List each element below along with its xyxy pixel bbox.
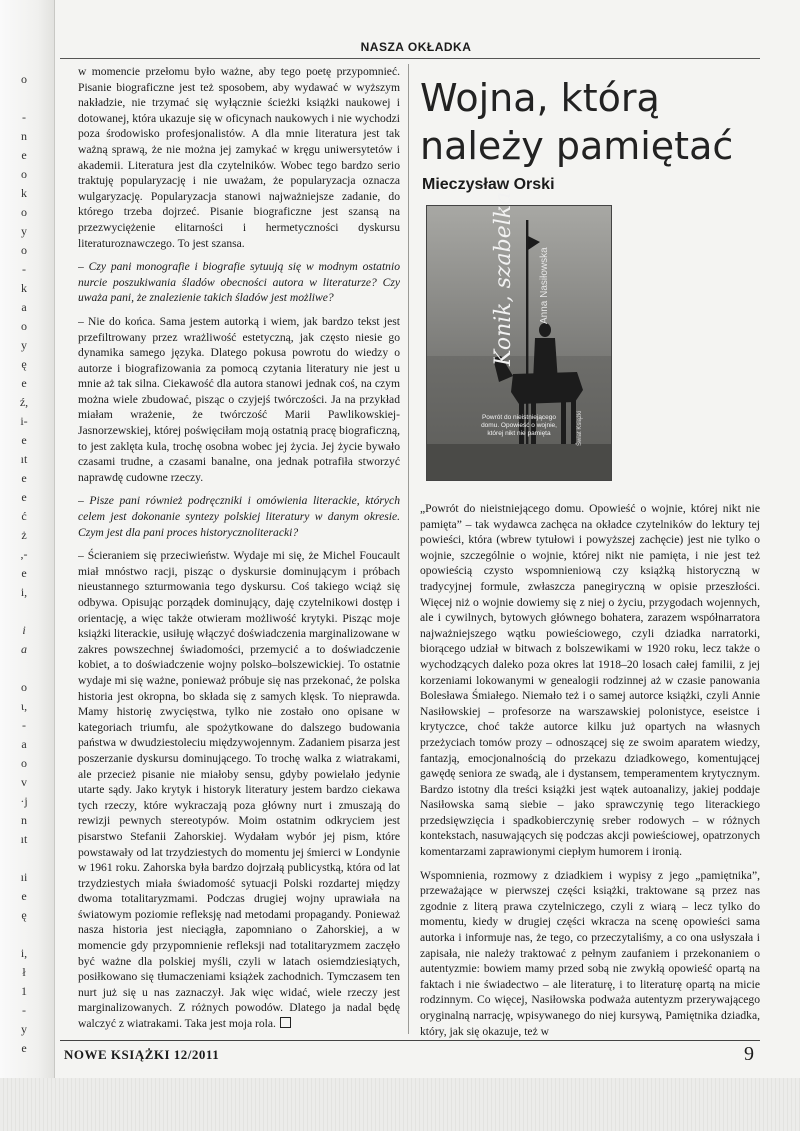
margin-fragment: [4, 925, 44, 944]
margin-fragment: ι,: [20, 699, 28, 713]
margin-fragment: [4, 659, 44, 678]
cover-blurb: Powrót do nieistniejącego domu. Opowieść o wojnie, której nikt nie pamięta: [481, 414, 557, 437]
scan-border: [0, 1078, 800, 1131]
interview-column: [78, 64, 400, 1044]
margin-fragment: e: [21, 490, 27, 504]
cover-author: Anna Nasiłowska: [539, 247, 550, 324]
margin-fragment: ıi: [20, 870, 28, 884]
margin-fragment: e: [21, 376, 27, 390]
interview-question: – Pisze pani również podręczniki i omówienia literackie, których celem jest dokonanie syntezy polskiej literatury w danym okresie. Czym jest dla pani proces historycznoliteracki?: [78, 494, 400, 539]
margin-fragment: k: [21, 281, 27, 295]
paragraph: w momencie przełomu było ważne, aby tego poetę przypomnieć. Pisanie biograficzne jest też sposobem, aby wydawać w wyższym nakładzie, nie trzymać się wyłącznie ścieżki książki naukowej i dotowanej, która ukazuje się w oficynach naukowych i nie wychodzi poza środowisko profesjonalistów. A dla mnie literatura jest tak ważną sprawą, że nie można jej zamykać w kręgu uniwersytetów i akademii. Literatura jest dla czytelników. Wobec tego bardzo serio traktuję popularyzację i nie uważam, że popularyzacja oznacza wulgaryzację. Popularyzacja stanowi najważniejsze zadanie, do którego trzeba dojrzeć. Pisanie biograficzne jest szansą na przezwyciężenie elitarności i hermetyczności dyskursu literaturoznawczego. To jest szansa.: [78, 65, 400, 250]
margin-fragment: o: [21, 243, 27, 257]
margin-fragment: y: [21, 224, 27, 238]
book-cover-image: [426, 191, 612, 481]
interview-question: – Czy pani monografie i biografie sytuują się w modnym ostatnio nurcie poszukiwania śladów obecności autora w literaturze? Czy uważa pani, że znalezienie takich śladów jest możliwe?: [78, 260, 400, 305]
margin-fragment: e: [21, 1041, 27, 1055]
cover-horseman-illustration: [427, 206, 611, 480]
paragraph: – Ścieraniem się przeciwieństw. Wydaje mi się, że Michel Foucault miał mnóstwo racji, pisząc o dyskursie dominującym i próbach nieustannego szturmowania tego dyskursu. Coś takiego wciąż się odbywa. Opisując porządek dominujący, daję czytelnikowi dostęp i orientację, a więc także otwieram możliwość krytyki. Pisząc moje książki literackie, usiłuję włączyć doświadczenia marginalizowane w zakres powszechnej świadomości, przemycić a to doświadczenie kobiet, a to doświadczenie wojny polsko–bolszewickiej. To ostatnie wydaje mi się ważne, ponieważ próbuje się nas przekonać, że polska historia jest okropna, bo składa się z samych klęsk. To nieprawda. Mamy historię zwycięstwa, tylko nie zostało ono opisane w kategoriach triumfu, ale spożytkowane do dalszego budowania państwa w dwudziestoleciu międzywojennym. Zadaniem pisarza jest poszerzanie dyskursu dominującego. To trochę walka z wiatrakami, ale przecież pisanie nie miałoby sensu, gdyby powielało jedynie utarte sądy. Jako krytyk i historyk literatury jestem bardzo ciekawa tych rzeczy, które wykraczają poza główny nurt i zmuszają do rewizji pewnych stereotypów. Moim ostatnim odkryciem jest pisarstwo Stefanii Zahorskiej. Wydałam wybór jej pism, które powstawały od lat trzydziestych do momentu jej śmierci w Londynie w 1961 roku. Zahorska była bardzo dojrzałą publicystką, która od lat trzydziestych miała świadomość sytuacji Polski rozdartej między dwoma totalitaryzmami. Podczas drugiej wojny uprawiała na światowym poziomie refleksję nad metodami propagandy. Ponieważ nasza historia jest nieciągła, zapomniano o Zahorskiej, a w momencie gdy przypomnienie refleksji nad totalitaryzmem zaczęło być ważne dla polskiej myśli, czyli w latach osiemdziesiątych, posiłkowano się tłumaczeniami książek zachodnich. Tymczasem ten nurt już się u nas zaznaczył. Jak więc widać, wiele rzeczy jest marginalizowanych. Z różnych powodów. Dlatego ja nadal będę walczyć z wiatrakami. Taka jest moja rola.: [78, 549, 400, 1031]
margin-fragment: o: [21, 205, 27, 219]
horse-leg: [561, 400, 566, 446]
margin-fragment: k: [21, 186, 27, 200]
margin-fragment: ź,: [19, 395, 29, 409]
margin-fragment: -: [22, 718, 26, 732]
margin-fragment: y: [21, 338, 27, 352]
margin-fragment: o: [21, 680, 27, 694]
margin-fragment: v: [21, 775, 27, 789]
margin-fragment: ıt: [20, 832, 28, 846]
ground: [427, 444, 611, 480]
margin-fragment: a: [21, 300, 27, 314]
margin-fragment: ł: [22, 965, 26, 979]
margin-fragment: e: [21, 433, 27, 447]
margin-fragment: o: [21, 167, 27, 181]
page-number: 9: [744, 1043, 754, 1065]
margin-fragment: a: [21, 737, 27, 751]
margin-fragment: i-: [20, 414, 28, 428]
margin-fragment: -: [22, 110, 26, 124]
horse-leg: [571, 398, 576, 446]
margin-fragment: e: [21, 148, 27, 162]
margin-fragment: ,-: [20, 547, 28, 561]
page-footer: [60, 1040, 760, 1069]
cover-publisher: Świat Książki: [577, 410, 583, 446]
margin-fragment: n: [21, 813, 27, 827]
paragraph: „Powrót do nieistniejącego domu. Opowieść o wojnie, której nikt nie pamięta” – tak wydawca zachęca na okładce czytelników do lektury tej powieści, która (wbrew tytułowi i powyższej zachęcie) jest nie tylko o wojnie, szczególnie o wojnie, której nikt nie pamięta, i nie jest też opowieścią czysto wspomnieniową czy książką historyczną w tradycyjnej formule, zwłaszcza panegiryczną w opisie przeszłości. Więcej niż o wojnie dowiemy się z niej o życiu, przygodach wojennych, ale i cywilnych, bytowych głównego bohatera, zarazem współnarratora najważniejszego wątku powieściowego, czyli dziadka narratorki, biorącego udział w bitwach z bolszewikami w 1920 roku, lecz także o wychodzących daleko poza okres lat 1918–20 losach całej familii, z jej korzeniami lokowanymi w genealogii rodzinnej aż w czasie panowania Bolesława Śmiałego. Niemało też i o samej autorce książki, czyli Annie Nasiłowskiej – profesorze na warszawskiej polonistyce, eseistce i krytyczce, choć także autorce kilku już opartych na własnych przeżyciach tomów prozy – odnoszącej się ze swoim aparatem wiedzy, fantazją, emocjonalnością do przekazu dziadkowego, komentującej gawędę seniora ze swadą, ale i dystansem, temperamentem krytycznym. Bardzo istotny dla treści książki jest wątek autoanalizy, jakiej poddaje Nasiłowska samą siebie – jako sprawczynię tego literackiego przedsięwzięcia i spadkobierczynię sreber rodowych – w różnych kontekstach, nasuwających się podczas akcji powieściowej, opatrzonych komentarzami zaprawionymi ciepłym humorem i ironią.: [420, 502, 760, 859]
margin-fragment: -: [22, 262, 26, 276]
column-divider: [408, 64, 409, 1034]
margin-fragment: i: [22, 623, 26, 637]
margin-fragment: ·j: [20, 794, 28, 808]
lance-shaft: [526, 220, 528, 444]
adjacent-page-text-fragments: [4, 70, 44, 1058]
margin-fragment: o: [21, 756, 27, 770]
margin-fragment: n: [21, 129, 27, 143]
section-label: NASZA OKŁADKA: [360, 40, 472, 54]
review-column: [420, 501, 760, 1046]
margin-fragment: 1: [21, 984, 27, 998]
margin-fragment: i,: [20, 946, 28, 960]
margin-fragment: o: [21, 319, 27, 333]
margin-fragment: ż: [21, 528, 27, 542]
magazine-issue: NOWE KSIĄŻKI 12/2011: [64, 1047, 220, 1062]
margin-fragment: [4, 89, 44, 108]
rider-head: [539, 323, 551, 337]
margin-fragment: ę: [21, 357, 27, 371]
margin-fragment: ıt: [20, 452, 28, 466]
cover-title: Konik, szabelka: [491, 191, 516, 366]
margin-fragment: ę: [21, 908, 27, 922]
margin-fragment: [4, 602, 44, 621]
paragraph: Wspomnienia, rozmowy z dziadkiem i wypisy z jego „pamiętnika”, przeważające w pierwszej części książki, traktowane są przez nas zgodnie z literą prawa czytelniczego, czyli z wiarą – lecz tylko do momentu, kiedy w drugiej części wkracza na scenę opowieści sama autorka i informuje nas, że tego, co przeczytaliśmy, a co ona usłyszała i zapisała, nie należy traktować z pełnym zaufaniem i przekonaniem o autentyzmie: bowiem mamy przed sobą nie zwykłą opowieść opartą na faktach i nie świadectwo – ale literaturę, i to literaturę opartą na micie rodzinnym. Co więcej, Nasiłowska podważa autentyzm przerywającego oryginalną narrację, wpisywanego do niej kursywą, Pamiętnika dziadka, który, jak się okazuje, też w: [420, 868, 760, 1038]
paragraph: – Nie do końca. Sama jestem autorką i wiem, jak bardzo tekst jest przefiltrowany przez wrażliwość estetyczną, jak często niesie go dynamika samego języka. Dlatego pokusa powrotu do wiedzy o autorze i biografizowania za pomocą czytania literatury nie jest u mnie aż tak silna. Ciekawość dla autora stanowi jednak coś, na czym można wiele zbudować, pisząc o czyjejś twórczości. Ja na przykład miałam wrażenie, że twórczość Marii Pawlikowskiej-Jasnorzewskiej, której poświęciłam moją ostatnią pracę biograficzną, to jest zaklęta kula, trochę osobna wobec jej życia. Jej życie bywało czasami trudne, a czasami banalne, ona jednak potrafiła stworzyć naprawdę cudowne rzeczy.: [78, 314, 400, 484]
margin-fragment: ć: [21, 509, 27, 523]
margin-fragment: e: [21, 566, 27, 580]
margin-fragment: [4, 849, 44, 868]
margin-fragment: e: [21, 889, 27, 903]
margin-fragment: a: [21, 642, 27, 656]
article-title: Wojna, którą należy pamiętać: [420, 76, 734, 168]
header-rule: [60, 58, 760, 59]
adjacent-page-margin: [0, 0, 55, 1131]
article-author: Mieczysław Orski: [422, 176, 555, 193]
margin-fragment: i,: [20, 585, 28, 599]
margin-fragment: y: [21, 1022, 27, 1036]
margin-fragment: e: [21, 471, 27, 485]
margin-fragment: -: [22, 1003, 26, 1017]
margin-fragment: o: [21, 72, 27, 86]
end-of-article-icon: [280, 1017, 291, 1028]
